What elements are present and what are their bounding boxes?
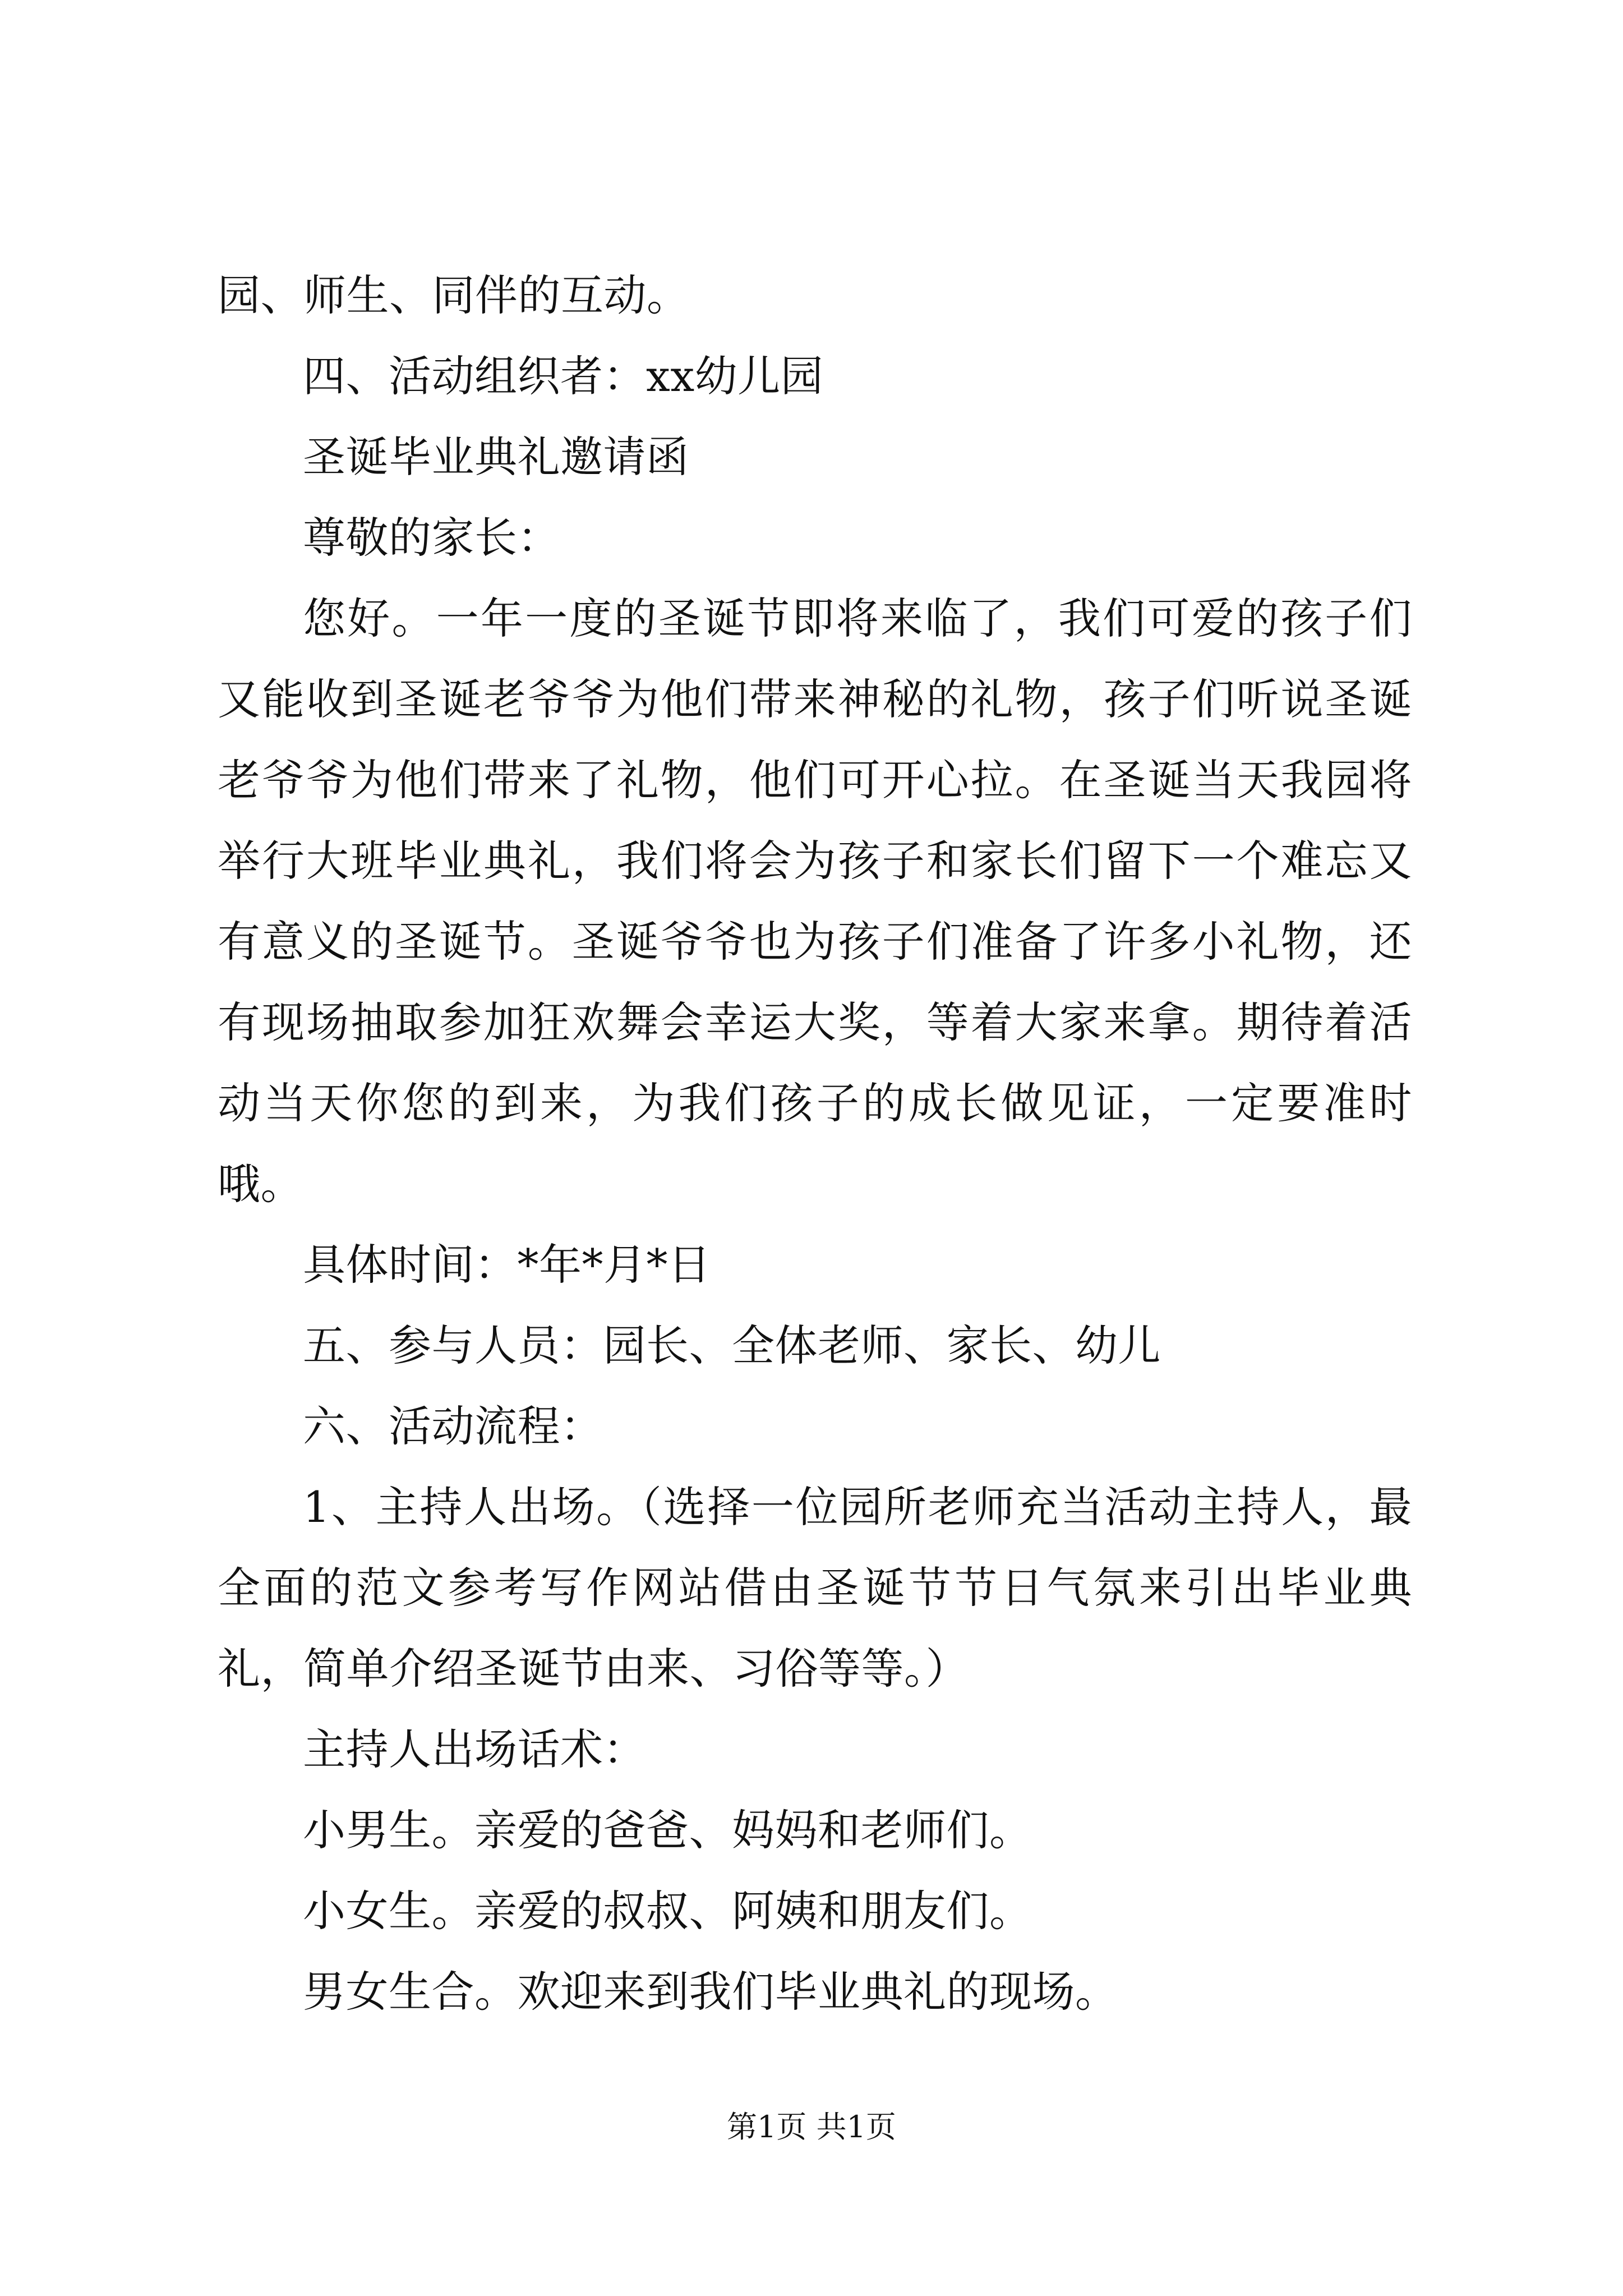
paragraph-girl-line: 小女生。亲爱的叔叔、阿姨和朋友们。 <box>303 1886 1032 1936</box>
paragraph-host-script-heading: 主持人出场话术： <box>303 1724 646 1774</box>
paragraph-boy-line: 小男生。亲爱的爸爸、妈妈和老师们。 <box>303 1805 1032 1855</box>
paragraph-together-line: 男女生合。欢迎来到我们毕业典礼的现场。 <box>303 1967 1118 2017</box>
paragraph-date: 具体时间：*年*月*日 <box>303 1240 711 1290</box>
paragraph-invitation-body: 您好。一年一度的圣诞节即将来临了，我们可爱的孩子们又能收到圣诞老爷爷为他们带来神秘的礼物，孩子们听说圣诞老爷爷为他们带来了礼物，他们可开心拉。在圣诞当天我园将举行大班毕业典礼，我们将会为孩子和家长们留下一个难忘又有意义的圣诞节。圣诞爷爷也为孩子们准备了许多小礼物，还有现场抽取参加狂欢舞会幸运大奖，等着大家来拿。期待着活动当天你您的到来，为我们孩子的成长做见证，一定要准时哦。 <box>218 593 1412 1209</box>
paragraph-host-entrance: 1、主持人出场。（选择一位园所老师充当活动主持人，最全面的范文参考写作网站借由圣诞节节日气氛来引出毕业典礼，简单介绍圣诞节由来、习俗等等。） <box>218 1482 1412 1694</box>
paragraph-salutation: 尊敬的家长： <box>303 513 560 563</box>
paragraph-continuation: 园、师生、同伴的互动。 <box>218 270 690 320</box>
paragraph-invitation-title: 圣诞毕业典礼邀请函 <box>303 432 689 482</box>
paragraph-participants: 五、参与人员：园长、全体老师、家长、幼儿 <box>303 1320 1161 1370</box>
page-footer: 第1页 共1页 <box>727 2109 896 2145</box>
paragraph-process-heading: 六、活动流程： <box>303 1401 603 1451</box>
paragraph-organizer: 四、活动组织者：xx幼儿园 <box>303 351 824 401</box>
document-body <box>218 255 1412 2032</box>
